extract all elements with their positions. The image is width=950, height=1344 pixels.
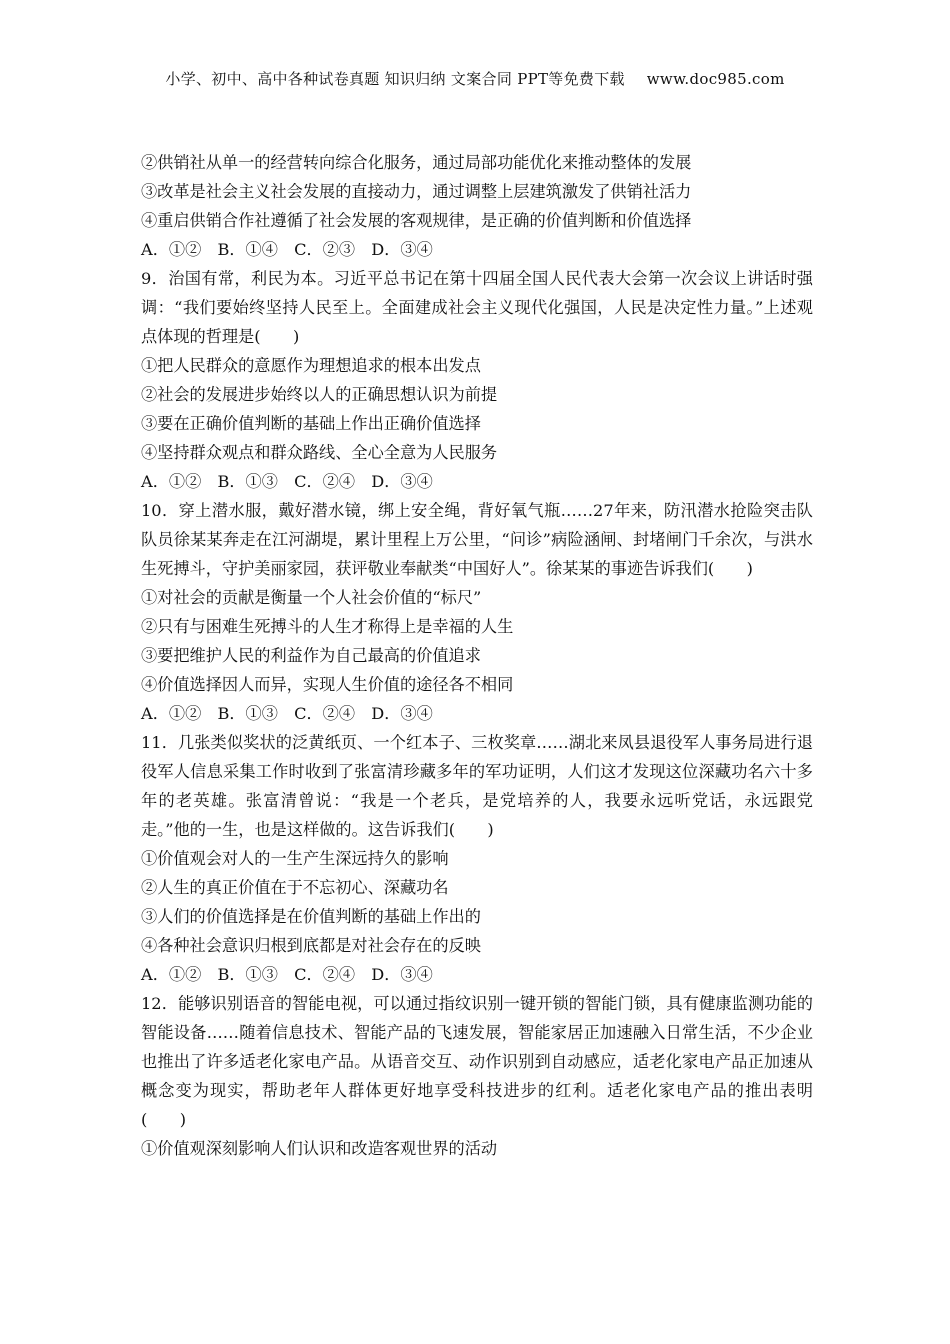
- answer-choices: A．①② B．①③ C．②④ D．③④: [141, 472, 433, 491]
- option-line: ①价值观深刻影响人们认识和改造客观世界的活动: [141, 1139, 498, 1158]
- option-line: ④坚持群众观点和群众路线、全心全意为人民服务: [141, 443, 498, 462]
- option-line: ①对社会的贡献是衡量一个人社会价值的“标尺”: [141, 588, 482, 607]
- page-header: [0, 68, 950, 89]
- prev-question-block: [141, 148, 813, 264]
- answer-choices: A．①② B．①③ C．②④ D．③④: [141, 965, 433, 984]
- option-line: ④重启供销合作社遵循了社会发展的客观规律，是正确的价值判断和价值选择: [141, 211, 692, 230]
- option-line: ①把人民群众的意愿作为理想追求的根本出发点: [141, 356, 481, 375]
- question-stem: 10．穿上潜水服，戴好潜水镜，绑上安全绳，背好氧气瓶……27年来，防汛潜水抢险突击队队员徐某某奔走在江河湖堤，累计里程上万公里，“问诊”病险涵闸、封堵闸门千余次，与洪水生死搏斗，守护美丽家园，获评敬业奉献类“中国好人”。徐某某的事迹告诉我们( ): [141, 501, 813, 578]
- option-line: ④各种社会意识归根到底都是对社会存在的反映: [141, 936, 481, 955]
- answer-choices: A．①② B．①③ C．②④ D．③④: [141, 704, 433, 723]
- option-line: ②只有与困难生死搏斗的人生才称得上是幸福的人生: [141, 617, 514, 636]
- header-url[interactable]: www.doc985.com: [646, 70, 785, 88]
- option-line: ①价值观会对人的一生产生深远持久的影响: [141, 849, 449, 868]
- question-stem: 11．几张类似奖状的泛黄纸页、一个红本子、三枚奖章……湖北来凤县退役军人事务局进行退役军人信息采集工作时收到了张富清珍藏多年的军功证明，人们这才发现这位深藏功名六十多年的老英雄。张富清曾说：“我是一个老兵，是党培养的人，我要永远听党话，永远跟党走。”他的一生，也是这样做的。这告诉我们( ): [141, 733, 813, 839]
- answer-choices: A．①② B．①④ C．②③ D．③④: [141, 240, 433, 259]
- option-line: ②供销社从单一的经营转向综合化服务，通过局部功能优化来推动整体的发展: [141, 153, 692, 172]
- header-tagline: 小学、初中、高中各种试卷真题 知识归纳 文案合同 PPT等免费下载: [165, 70, 625, 88]
- option-line: ②人生的真正价值在于不忘初心、深藏功名: [141, 878, 449, 897]
- option-line: ④价值选择因人而异，实现人生价值的途径各不相同: [141, 675, 514, 694]
- exam-content: [141, 148, 813, 1163]
- option-line: ②社会的发展进步始终以人的正确思想认识为前提: [141, 385, 498, 404]
- question-9: [141, 264, 813, 496]
- option-line: ③人们的价值选择是在价值判断的基础上作出的: [141, 907, 481, 926]
- question-stem: 9．治国有常，利民为本。习近平总书记在第十四届全国人民代表大会第一次会议上讲话时强调：“我们要始终坚持人民至上。全面建成社会主义现代化强国，人民是决定性力量。”上述观点体现的哲理是( ): [141, 269, 813, 346]
- option-line: ③要在正确价值判断的基础上作出正确价值选择: [141, 414, 481, 433]
- question-stem: 12．能够识别语音的智能电视，可以通过指纹识别一键开锁的智能门锁，具有健康监测功能的智能设备……随着信息技术、智能产品的飞速发展，智能家居正加速融入日常生活，不少企业也推出了许多适老化家电产品。从语音交互、动作识别到自动感应，适老化家电产品正加速从概念变为现实，帮助老年人群体更好地享受科技进步的红利。适老化家电产品的推出表明( ): [141, 994, 813, 1129]
- question-10: [141, 496, 813, 728]
- question-11: [141, 728, 813, 989]
- question-12: [141, 989, 813, 1163]
- option-line: ③改革是社会主义社会发展的直接动力，通过调整上层建筑激发了供销社活力: [141, 182, 692, 201]
- option-line: ③要把维护人民的利益作为自己最高的价值追求: [141, 646, 481, 665]
